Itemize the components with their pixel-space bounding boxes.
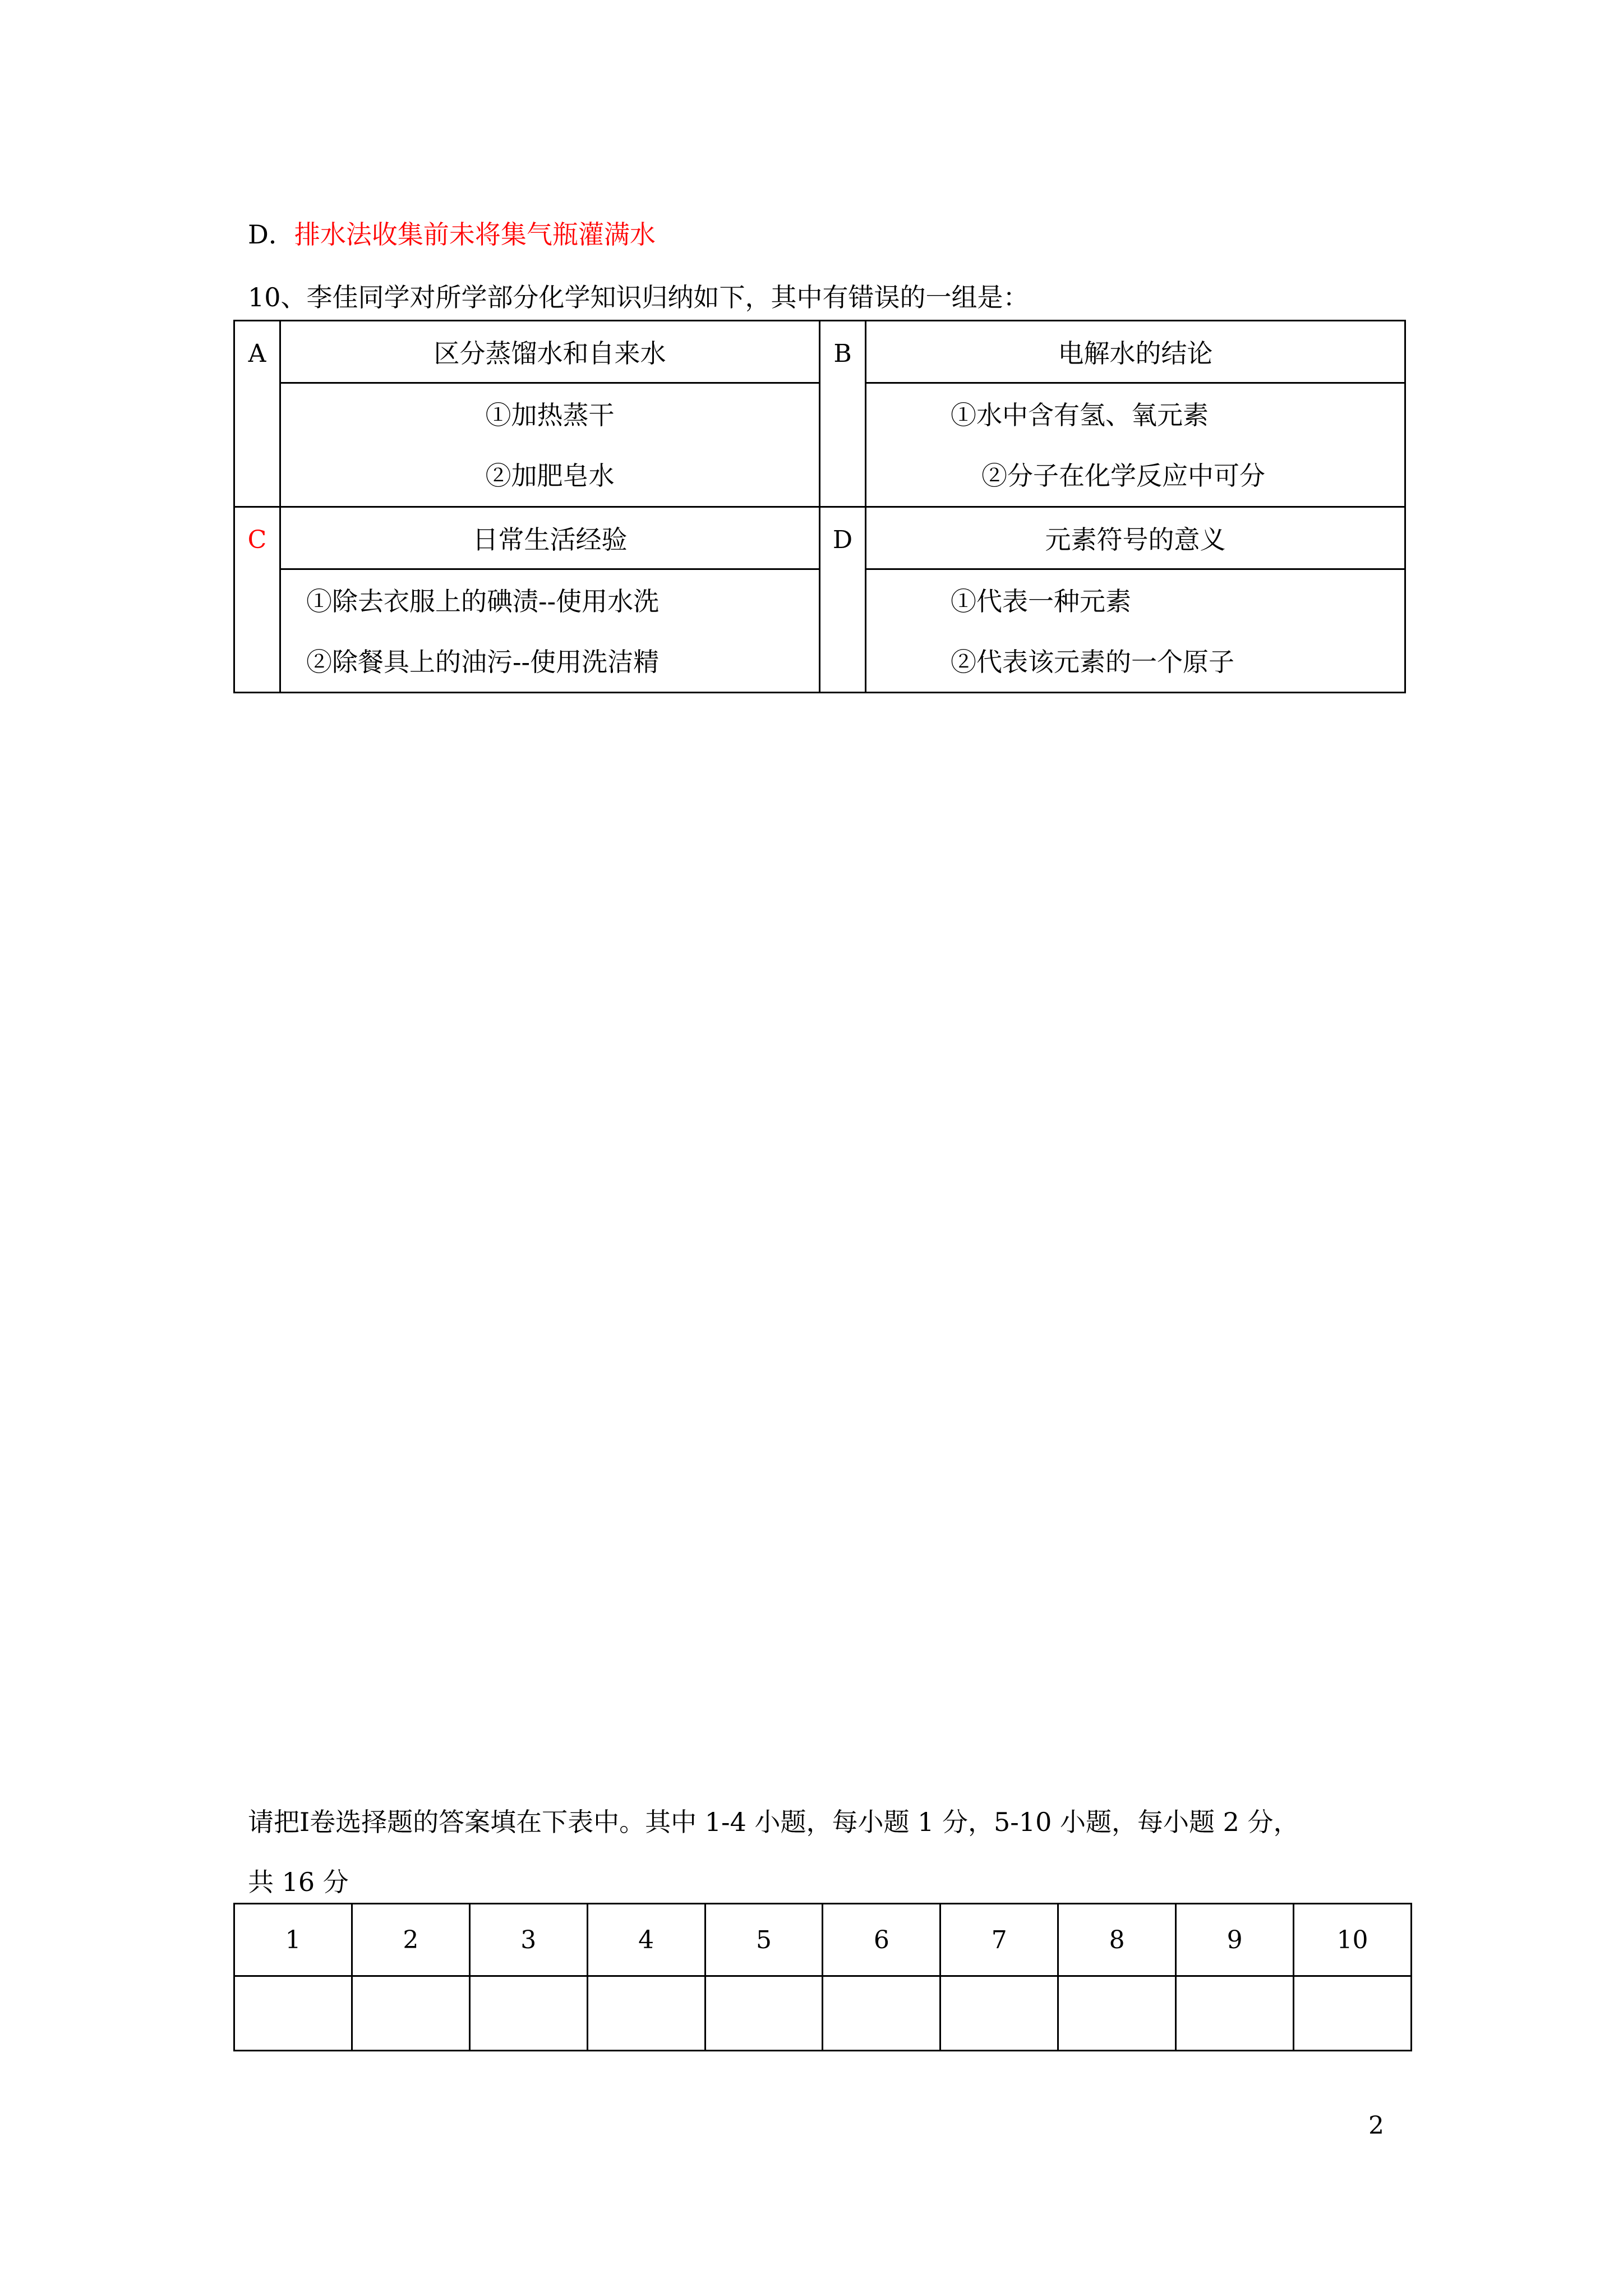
option-c-letter: C [234, 507, 280, 693]
option-a-item-1: ①加热蒸干 [485, 400, 615, 430]
option-a-item-2: ②加肥皂水 [485, 461, 615, 491]
answer-instructions-line-1: 请把Ⅰ卷选择题的答案填在下表中。其中 1-4 小题，每小题 1 分，5-10 小题，每小题 2 分， [248, 1807, 1299, 1837]
option-b-letter: B [820, 321, 866, 507]
option-d-heading: 元素符号的意义 [866, 507, 1405, 569]
answer-grid [233, 1903, 1412, 2051]
question-number-3: 3 [469, 1904, 587, 1976]
answer-instructions-line-2: 共 16 分 [248, 1867, 349, 1897]
answer-cell-9[interactable] [1176, 1976, 1294, 2051]
question-number-1: 1 [234, 1904, 352, 1976]
option-d-letter: D [820, 507, 866, 693]
question-number-5: 5 [705, 1904, 823, 1976]
answer-grid-number-row [234, 1904, 1412, 1976]
q9-option-d-label: D． [248, 219, 294, 250]
question-number-2: 2 [352, 1904, 469, 1976]
option-c-items [280, 569, 820, 693]
question-number-4: 4 [587, 1904, 705, 1976]
option-a-heading: 区分蒸馏水和自来水 [280, 321, 820, 383]
answer-cell-2[interactable] [352, 1976, 469, 2051]
page-number: 2 [1368, 2111, 1384, 2140]
option-a-letter: A [234, 321, 280, 507]
option-d-item-2: ②代表该元素的一个原子 [951, 646, 1234, 677]
option-d-items [866, 569, 1405, 693]
option-d-item-1: ①代表一种元素 [951, 586, 1131, 616]
option-b-item-2: ②分子在化学反应中可分 [981, 461, 1265, 491]
answer-cell-6[interactable] [823, 1976, 940, 2051]
option-a-items [280, 383, 820, 507]
question-number-7: 7 [940, 1904, 1058, 1976]
answer-cell-10[interactable] [1294, 1976, 1412, 2051]
answer-cell-3[interactable] [469, 1976, 587, 2051]
option-b-heading: 电解水的结论 [866, 321, 1405, 383]
option-c-item-2: ②除餐具上的油污--使用洗洁精 [306, 646, 660, 677]
q10-knowledge-table [233, 320, 1406, 693]
q10-prompt: 10、李佳同学对所学部分化学知识归纳如下，其中有错误的一组是： [248, 282, 1029, 312]
answer-cell-5[interactable] [705, 1976, 823, 2051]
answer-cell-4[interactable] [587, 1976, 705, 2051]
question-number-10: 10 [1294, 1904, 1412, 1976]
q9-option-d-text: 排水法收集前未将集气瓶灌满水 [294, 219, 656, 250]
answer-cell-8[interactable] [1058, 1976, 1176, 2051]
option-c-heading: 日常生活经验 [280, 507, 820, 569]
q9-option-d [248, 218, 656, 251]
option-b-items [866, 383, 1405, 507]
question-number-9: 9 [1176, 1904, 1294, 1976]
answer-cell-7[interactable] [940, 1976, 1058, 2051]
answer-cell-1[interactable] [234, 1976, 352, 2051]
question-number-8: 8 [1058, 1904, 1176, 1976]
option-c-item-1: ①除去衣服上的碘渍--使用水洗 [306, 586, 660, 616]
question-number-6: 6 [823, 1904, 940, 1976]
answer-grid-blank-row [234, 1976, 1412, 2051]
option-b-item-1: ①水中含有氢、氧元素 [951, 400, 1209, 430]
